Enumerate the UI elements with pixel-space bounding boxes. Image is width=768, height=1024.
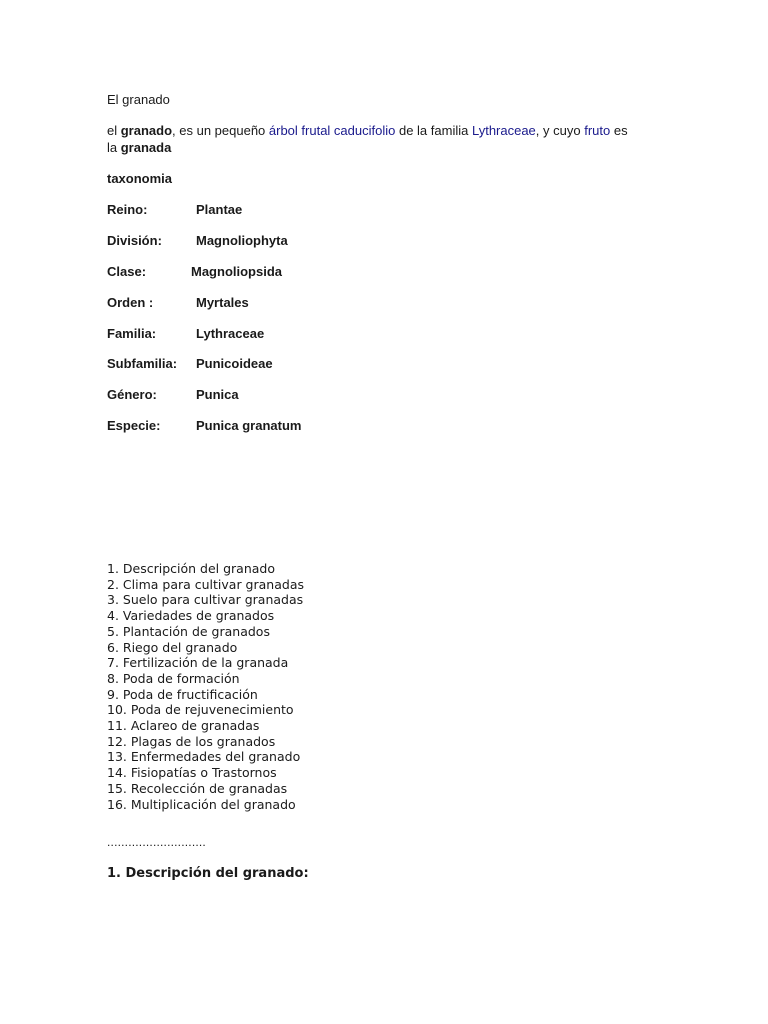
taxonomy-title: taxonomia (107, 171, 173, 186)
taxonomy-value: Punica granatum (196, 418, 302, 433)
intro-text: de la familia (395, 123, 472, 138)
taxonomy-label: Subfamilia: (107, 356, 178, 371)
toc-item: 9. Poda de fructificación (107, 686, 258, 702)
taxonomy-label: Género: (107, 387, 157, 402)
intro-text: , es un pequeño (172, 123, 269, 138)
document-heading: El granado (107, 92, 170, 107)
toc-item: 5. Plantación de granados (107, 623, 270, 639)
intro-text: la (107, 140, 121, 155)
toc-item: 16. Multiplicación del granado (107, 796, 296, 812)
toc-item: 15. Recolección de granadas (107, 780, 288, 796)
taxonomy-value: Plantae (196, 202, 243, 217)
toc-item: 14. Fisiopatías o Trastornos (107, 765, 277, 781)
toc-item: 2. Clima para cultivar granadas (107, 576, 304, 592)
taxonomy-value: Magnoliopsida (191, 264, 282, 279)
taxonomy-label: Orden : (107, 295, 154, 310)
toc-item: 4. Variedades de granados (107, 608, 275, 624)
toc-item: 10. Poda de rejuvenecimiento (107, 702, 294, 718)
section-title: 1. Descripción del granado: (107, 866, 309, 881)
intro-paragraph (107, 122, 628, 156)
intro-text: es (610, 123, 628, 138)
toc-item: 12. Plagas de los granados (107, 733, 276, 749)
taxonomy-value: Myrtales (196, 295, 249, 310)
taxonomy-label: Familia: (107, 326, 157, 341)
toc-item: 1. Descripción del granado (107, 561, 276, 576)
toc-item: 6. Riego del granado (107, 639, 238, 655)
intro-bold-granado: granado (120, 123, 173, 138)
table-of-contents (107, 561, 304, 812)
intro-text: el (107, 123, 121, 138)
taxonomy-value: Punica (196, 387, 239, 402)
taxonomy-label: Especie: (107, 418, 161, 433)
toc-item: 8. Poda de formación (107, 670, 240, 686)
taxonomy-value: Punicoideae (196, 356, 273, 371)
toc-item: 13. Enfermedades del granado (107, 749, 301, 765)
intro-bold-granada: granada (120, 140, 172, 155)
taxonomy-value: Magnoliophyta (196, 233, 288, 248)
toc-item: 11. Aclareo de granadas (107, 718, 260, 734)
link-fruto[interactable]: fruto (584, 123, 611, 138)
taxonomy-value: Lythraceae (196, 326, 265, 341)
link-lythraceae[interactable]: Lythraceae (471, 123, 536, 138)
toc-item: 7. Fertilización de la granada (107, 655, 289, 671)
link-arbol-frutal[interactable]: árbol frutal caducifolio (268, 123, 396, 138)
taxonomy-label: Clase: (107, 264, 147, 279)
dotted-separator: ............................ (107, 835, 206, 849)
taxonomy-label: División: (107, 233, 162, 248)
taxonomy-label: Reino: (107, 202, 148, 217)
intro-text: , y cuyo (535, 123, 585, 138)
toc-item: 3. Suelo para cultivar granadas (107, 592, 304, 608)
